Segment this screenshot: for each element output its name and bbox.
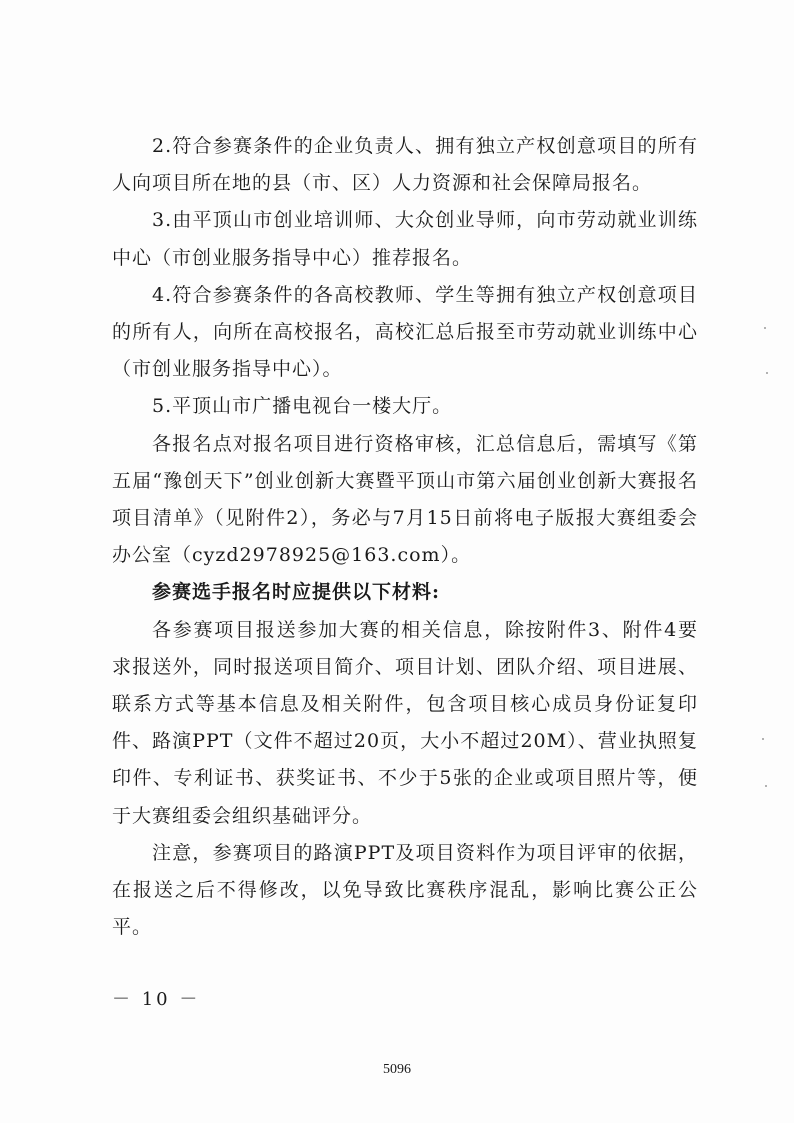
paragraph-item-3: 3.由平顶山市创业培训师、大众创业导师，向市劳动就业训练中心（市创业服务指导中心）推荐报名。 (112, 209, 698, 269)
scan-speck (765, 785, 767, 787)
scan-speck (762, 738, 764, 740)
scan-speck (766, 372, 768, 374)
paragraph-notice: 注意，参赛项目的路演PPT及项目资料作为项目评审的依据，在报送之后不得修改，以免导致比赛秩序混乱，影响比赛公正公平。 (112, 841, 698, 939)
paragraph-materials-list: 各参赛项目报送参加大赛的相关信息，除按附件3、附件4要求报送外，同时报送项目简介、项目计划、团队介绍、项目进展、联系方式等基本信息及相关附件，包含项目核心成员身份证复印件、路演PPT（文件不超过20页，大小不超过20M）、营业执照复印件、专利证书、获奖证书、不少于5张的企业或项目照片等，便于大赛组委会组织基础评分。 (112, 618, 698, 827)
paragraph-item-5: 5.平顶山市广播电视台一楼大厅。 (152, 395, 453, 418)
paragraph-item-2: 2.符合参赛条件的企业负责人、拥有独立产权创意项目的所有人向项目所在地的县（市、区）人力资源和社会保障局报名。 (112, 135, 698, 195)
document-body (112, 128, 698, 946)
page-number: － 10 － (112, 989, 201, 1010)
paragraph-review-instructions: 各报名点对报名项目进行资格审核，汇总信息后，需填写《第五届“豫创天下”创业创新大赛暨平顶山市第六届创业创新大赛报名项目清单》（见附件2），务必与7月15日前将电子版报大赛组委会办公室（cyzd2978925@163.com）。 (112, 432, 698, 567)
stamp-number: 5096 (383, 1062, 411, 1077)
paragraph-item-4: 4.符合参赛条件的各高校教师、学生等拥有独立产权创意项目的所有人，向所在高校报名，高校汇总后报至市劳动就业训练中心（市创业服务指导中心）。 (112, 283, 698, 381)
section-heading-materials: 参赛选手报名时应提供以下材料: (152, 581, 441, 604)
scan-speck (764, 327, 766, 329)
